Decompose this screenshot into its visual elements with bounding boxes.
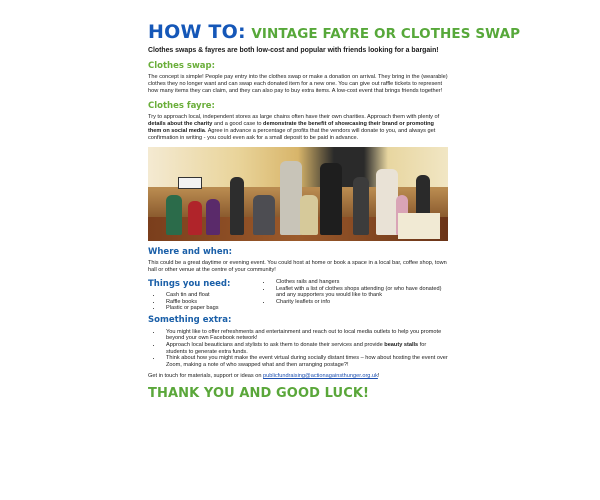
things-needed-col1: [148, 279, 258, 312]
list-item: • Plastic or paper bags: [162, 305, 258, 312]
list-item: • Approach local beauticians and stylists to ask them to donate their services and provide beauty stalls for students to generate extra funds.: [162, 342, 448, 355]
flyer-page: [148, 21, 521, 402]
photo-clothes-rail: [188, 201, 202, 235]
photo-person: [320, 163, 342, 235]
photo-sign: [178, 177, 202, 189]
list-item: • Cash tin and float: [162, 292, 258, 299]
list-item: • Clothes rails and hangers: [272, 279, 448, 286]
things-needed-col2: [258, 279, 448, 312]
clothes-fayre-body: Try to approach local, independent stores as large chains often have their own charities. Approach them with plenty of details about the charity and a good case to demonstrate the benefit of showcasing their brand or promoting them on social media. Agree in advance a percentage of profits that the vendors will donate to you, and always get confirmation in writing - you could even ask for a small deposit to be paid in advance.: [148, 114, 440, 141]
list-item: • You might like to offer refreshments and entertainment and reach out to local media outlets to help you promote beyond your own Facebook network!: [162, 329, 448, 342]
photo-person: [353, 177, 369, 235]
where-when-body: This could be a great daytime or evening event. You could host at home or book a space in a local bar, coffee shop, town hall or other venue at the centre of your community!: [148, 260, 447, 273]
heading-things-needed: Things you need:: [148, 279, 231, 289]
photo-person: [253, 195, 275, 235]
photo-person: [376, 169, 398, 235]
event-photo: [148, 147, 448, 241]
email-link[interactable]: publicfundraising@actionagainsthunger.org.uk: [263, 373, 378, 380]
photo-table: [398, 213, 440, 239]
contact-line: Get in touch for materials, support or ideas on publicfundraising@actionagainsthunger.org.uk!: [148, 373, 380, 380]
photo-person: [230, 177, 244, 235]
title-prefix: HOW TO:: [148, 21, 246, 43]
section-where-when: [148, 247, 448, 274]
section-things-needed: [148, 279, 448, 312]
section-something-extra: [148, 315, 448, 369]
heading-something-extra: Something extra:: [148, 314, 232, 325]
list-item: • Leaflet with a list of clothes shops attending (or who have donated) and any supporters you would like to thank: [272, 286, 448, 299]
closing-heading: THANK YOU AND GOOD LUCK!: [148, 386, 370, 402]
list-item: • Charity leaflets or info: [272, 299, 448, 306]
photo-person: [280, 161, 302, 235]
list-item: • Think about how you might make the event virtual during socially distant times – how about hosting the event over Zoom, making a note of who swapped what and then arranging postage?!: [162, 355, 448, 368]
clothes-swap-body: The concept is simple! People pay entry into the clothes swap or make a donation on arrival. They bring in the (wearable) clothes they no longer want and can swap each donated item for a new one. You can give out raffle tickets to represent how many items they can claim, and they can also pay to buy extra items. A low-cost event that brings friends together!: [148, 74, 448, 94]
page-title: [148, 21, 521, 43]
list-item: • Raffle books: [162, 299, 258, 306]
photo-person: [300, 195, 318, 235]
heading-clothes-swap: Clothes swap:: [148, 61, 216, 71]
heading-clothes-fayre: Clothes fayre:: [148, 101, 215, 111]
intro-text: Clothes swaps & fayres are both low-cost and popular with friends looking for a bargain!: [148, 47, 439, 54]
title-main: VINTAGE FAYRE OR CLOTHES SWAP: [251, 26, 521, 42]
photo-clothes-rail: [166, 195, 182, 235]
section-clothes-fayre: [148, 101, 448, 142]
section-clothes-swap: [148, 61, 448, 95]
heading-where-when: Where and when:: [148, 247, 233, 257]
photo-clothes-rail: [206, 199, 220, 235]
